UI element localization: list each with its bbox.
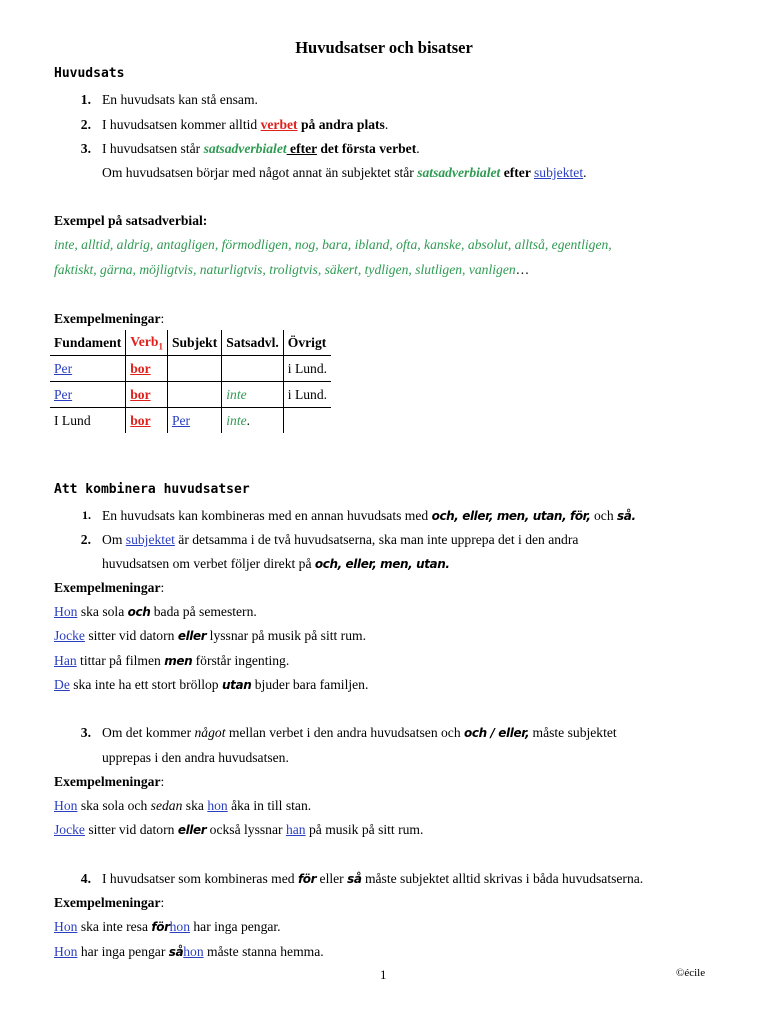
example-heading [54,895,164,911]
text: också lyssnar [206,822,286,837]
adverbial-list-line: inte, alltid, aldrig, antagligen, förmodligen, nog, bara, ibland, ofta, kanske, absolut, alltså, egentligen, [54,237,612,252]
subject: Han [54,653,77,668]
text: ska inte resa [77,919,152,934]
text: eller [316,871,348,886]
table-cell: inte [226,412,247,428]
subject: Jocke [54,628,85,643]
table-cell: i Lund. [287,360,328,376]
text: Exempelmeningar [54,311,161,326]
example-sentence [54,677,368,693]
text: Om huvudsatsen börjar med något annat än subjektet står [102,165,418,180]
subject: hon [169,919,190,934]
table-cell: i Lund. [287,386,328,402]
text: . [416,141,420,156]
table-cell: bor [130,386,151,402]
text: på andra plats [297,117,385,132]
list-item [102,532,578,548]
text: ska inte ha ett stort bröllop [69,677,223,692]
subject: Hon [54,919,78,934]
text: : [160,580,165,595]
text: I huvudsatsen kommer alltid [102,117,261,132]
text: ska sola och [77,798,151,813]
text: förstår ingenting. [192,653,290,668]
list-number: 3. [80,141,91,156]
col-header: Satsadvl. [222,330,284,356]
text: sitter vid datorn [84,822,178,837]
text: En huvudsats kan kombineras med en annan huvudsats med [102,508,432,523]
table-cell: inte [226,386,247,402]
subject-keyword: subjektet [125,532,175,547]
table-cell: I Lund [54,412,91,428]
text: ska sola [77,604,128,619]
text: mellan verbet i den andra huvudsatsen och [225,725,465,740]
example-heading [54,580,164,596]
text: måste stanna hemma. [203,944,324,959]
table-cell: bor [130,412,151,428]
text: : [160,774,165,789]
col-header: Fundament [50,330,126,356]
table-cell: bor [130,360,151,376]
verb-header: Verb [130,333,159,349]
table-row [50,408,331,434]
list-item [102,141,420,157]
conjunction: utan [222,678,252,692]
list-item-continuation [102,556,450,572]
list-number: 3. [80,725,91,740]
conjunction: eller [177,629,207,643]
efter-keyword: efter [286,141,317,156]
note-line [102,165,587,181]
example-heading [54,774,164,790]
table-header-row [50,330,331,356]
list-item [102,508,636,524]
conjunctions: och, eller, men, utan, för, [431,509,591,523]
text: Exempelmeningar [54,580,161,595]
text: måste subjektet [529,725,617,740]
adverbial-keyword: satsadverbialet [417,165,501,180]
text: I huvudsatsen står [102,141,204,156]
conjunction: men [164,654,193,668]
example-sentence [54,653,289,669]
text: tittar på filmen [76,653,165,668]
text: : [160,311,165,326]
list-item-continuation: upprepas i den andra huvudsatsen. [102,750,289,765]
example-sentence [54,604,257,620]
table-row [50,356,331,382]
conjunctions: och, eller, men, utan. [314,557,450,571]
text: efter [500,165,535,180]
subject-keyword: subjektet [534,165,584,180]
ellipsis: … [515,262,530,277]
text: lyssnar på musik på sitt rum. [206,628,366,643]
text: . [384,117,389,132]
text: har inga pengar. [189,919,281,934]
section-heading-huvudsats: Huvudsats [54,66,125,81]
text: det första verbet [316,141,417,156]
text: Om [102,532,126,547]
list-number: 4. [80,871,91,886]
text: Om det kommer [102,725,195,740]
list-item [102,725,617,741]
table-cell: Per [54,386,73,402]
text: sedan [150,798,183,813]
example-sentence [54,822,423,838]
text: är detsamma i de två huvudsatserna, ska man inte upprepa det i den andra [174,532,579,547]
text: måste subjektet alltid skrivas i båda huvudsatserna. [361,871,644,886]
verb-subscript: 1 [158,341,163,352]
list-item: En huvudsats kan stå ensam. [102,92,258,107]
table-heading [54,311,164,327]
table-cell: Per [54,360,73,376]
table-cell: Per [171,412,191,428]
subject: hon [183,944,204,959]
conjunction: för [297,872,317,886]
conjunction: eller [177,823,207,837]
conjunction: så [347,872,362,886]
col-header: Subjekt [167,330,221,356]
text: huvudsatsen om verbet följer direkt på [102,556,315,571]
text: sitter vid datorn [84,628,178,643]
text: har inga pengar [77,944,169,959]
verb-keyword: verbet [260,117,298,132]
conjunction: så [168,945,184,959]
conjunctions: och / eller, [464,726,530,740]
text: Exempelmeningar [54,774,161,789]
text: och [590,508,618,523]
list-number: 2. [80,117,91,132]
text: faktiskt, gärna, möjligtvis, naturligtvis, troligtvis, säkert, tydligen, slutligen, vanligen [54,262,516,277]
conjunction: för [151,920,170,934]
subject: hon [207,798,228,813]
list-item [102,117,388,133]
text: : [160,895,165,910]
conjunction: och [127,605,151,619]
col-header: Övrigt [283,330,331,356]
example-table [50,330,331,433]
text: på musik på sitt rum. [305,822,424,837]
subject: han [285,822,306,837]
text: I huvudsatser som kombineras med [102,871,298,886]
subject: Jocke [54,822,85,837]
example-sentence [54,798,311,814]
table-cell: . [246,412,251,428]
examples-heading: Exempel på satsadverbial: [54,213,208,228]
text: något [194,725,226,740]
list-number: 1. [80,92,91,107]
adverbial-keyword: satsadverbialet [203,141,287,156]
section-heading-kombinera: Att kombinera huvudsatser [54,482,250,497]
list-item [102,871,643,887]
page-number: 1 [380,967,387,982]
list-number: 1. [82,508,91,522]
page-title: Huvudsatser och bisatser [295,38,473,57]
subject: Hon [54,604,78,619]
conjunction: så. [617,509,636,523]
copyright: ©écile [676,967,706,979]
subject: Hon [54,798,78,813]
list-number: 2. [80,532,91,547]
example-sentence [54,919,281,935]
subject: De [54,677,70,692]
table-row [50,382,331,408]
text: åka in till stan. [227,798,312,813]
example-sentence [54,628,366,644]
text: . [583,165,587,180]
text: bjuder bara familjen. [251,677,369,692]
subject: Hon [54,944,78,959]
text: Exempelmeningar [54,895,161,910]
adverbial-list-line [54,262,529,278]
text: ska [182,798,208,813]
example-sentence [54,944,324,960]
text: bada på semestern. [150,604,257,619]
col-header [126,330,168,356]
